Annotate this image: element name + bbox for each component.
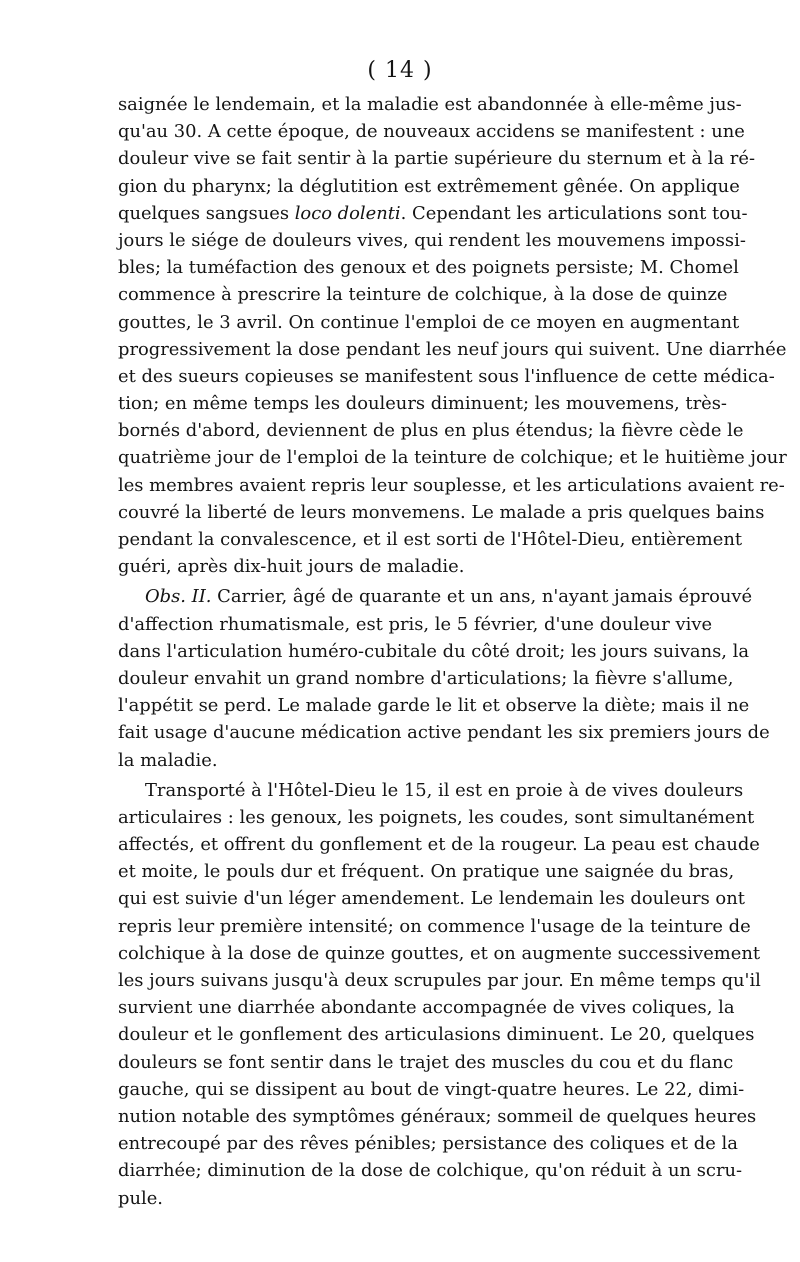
text-line: bles; la tuméfaction des genoux et des poignets persiste; M. Chomel <box>118 257 739 279</box>
text-line: gouttes, le 3 avril. On continue l'emploi de ce moyen en augmentant <box>118 311 740 333</box>
page-number: ( 14 ) <box>367 58 433 83</box>
text-line: quelques sangsues loco dolenti. Cependant les articulations sont tou- <box>118 202 748 224</box>
text-line: douleur et le gonflement des articulasions diminuent. Le 20, quelques <box>118 1024 755 1046</box>
text-line: nution notable des symptômes généraux; sommeil de quelques heures <box>118 1105 757 1127</box>
paragraph <box>118 91 787 580</box>
text-line: guéri, après dix-huit jours de maladie. <box>118 556 465 578</box>
text-line: gauche, qui se dissipent au bout de vingt-quatre heures. Le 22, dimi- <box>118 1078 745 1100</box>
text-line: quatrième jour de l'emploi de la teinture de colchique; et le huitième jour <box>118 447 787 469</box>
text-line: repris leur première intensité; on commence l'usage de la teinture de <box>118 915 751 937</box>
text-line: fait usage d'aucune médication active pendant les six premiers jours de <box>118 722 770 744</box>
body-text <box>118 91 787 1212</box>
text-line: qui est suivie d'un léger amendement. Le lendemain les douleurs ont <box>118 888 745 910</box>
text-line: gion du pharynx; la déglutition est extrêmement gênée. On applique <box>118 175 740 197</box>
text-line: articulaires : les genoux, les poignets, les coudes, sont simultanément <box>118 806 755 828</box>
text-line: bornés d'abord, deviennent de plus en plus étendus; la fièvre cède le <box>118 420 744 442</box>
text-line: dans l'articulation huméro-cubitale du côté droit; les jours suivans, la <box>118 640 750 662</box>
text-line: douleur vive se fait sentir à la partie supérieure du sternum et à la ré- <box>118 148 755 170</box>
text-line: l'appétit se perd. Le malade garde le lit et observe la diète; mais il ne <box>118 695 750 717</box>
text-line: affectés, et offrent du gonflement et de la rougeur. La peau est chaude <box>118 834 760 856</box>
paragraph <box>118 777 761 1212</box>
text-line: entrecoupé par des rêves pénibles; persistance des coliques et de la <box>118 1133 738 1155</box>
text-line: couvré la liberté de leurs monvemens. Le malade a pris quelques bains <box>118 501 765 523</box>
text-line: Transporté à l'Hôtel-Dieu le 15, il est en proie à de vives douleurs <box>145 779 744 801</box>
text-line: jours le siége de douleurs vives, qui rendent les mouvemens impossi- <box>118 229 746 251</box>
text-line: diarrhée; diminution de la dose de colchique, qu'on réduit à un scru- <box>118 1160 743 1182</box>
text-line: les jours suivans jusqu'à deux scrupules par jour. En même temps qu'il <box>118 970 761 991</box>
text-line: pendant la convalescence, et il est sorti de l'Hôtel-Dieu, entièrement <box>118 529 743 550</box>
text-line: d'affection rhumatismale, est pris, le 5 février, d'une douleur vive <box>118 613 713 635</box>
text-line: les membres avaient repris leur souplesse, et les articulations avaient re- <box>118 474 785 496</box>
text-line: survient une diarrhée abondante accompagnée de vives coliques, la <box>118 997 735 1019</box>
text-line: colchique à la dose de quinze gouttes, et on augmente successivement <box>118 942 761 964</box>
text-line: et moite, le pouls dur et fréquent. On pratique une saignée du bras, <box>118 861 735 883</box>
text-line: la maladie. <box>118 749 218 771</box>
text-line: pule. <box>118 1187 163 1209</box>
text-line: saignée le lendemain, et la maladie est abandonnée à elle-même jus- <box>118 94 742 115</box>
text-line: tion; en même temps les douleurs diminuent; les mouvemens, très- <box>118 393 727 415</box>
text-line: Obs. II. Carrier, âgé de quarante et un ans, n'ayant jamais éprouvé <box>145 586 753 608</box>
text-line: douleurs se font sentir dans le trajet des muscles du cou et du flanc <box>118 1051 734 1073</box>
text-line: progressivement la dose pendant les neuf jours qui suivent. Une diarrhée <box>118 338 787 360</box>
text-line: qu'au 30. A cette époque, de nouveaux accidens se manifestent : une <box>118 121 745 143</box>
text-line: commence à prescrire la teinture de colchique, à la dose de quinze <box>118 284 728 306</box>
text-line: et des sueurs copieuses se manifestent sous l'influence de cette médica- <box>118 365 775 387</box>
paragraph <box>118 583 770 773</box>
text-line: douleur envahit un grand nombre d'articulations; la fièvre s'allume, <box>118 667 734 689</box>
